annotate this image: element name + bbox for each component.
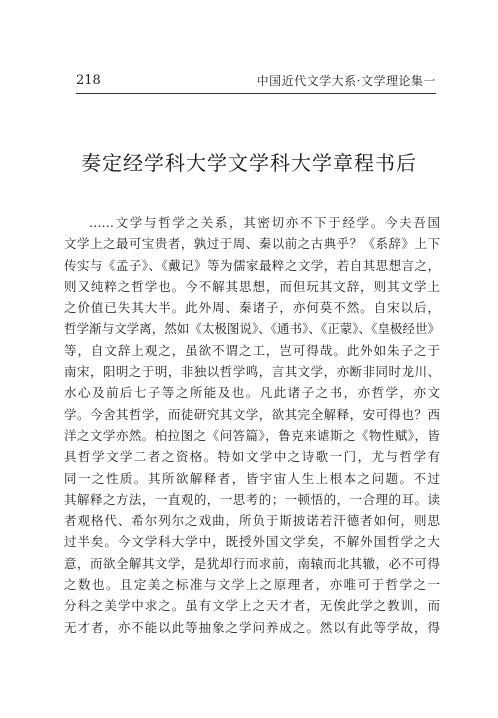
text-line: 其解释之方法，一直观的，一思考的；一顿悟的，一合理的耳。读 — [64, 491, 440, 507]
text-line: 意，而欲全解其文学，是犹却行而求前，南辕而北其辙，必不可得 — [64, 555, 440, 571]
text-line: 等，自文辞上观之，虽欲不谓之工，岂可得哉。此外如朱子之于 — [64, 342, 440, 358]
text-line: 洋之文学亦然。柏拉图之《问答篇》，鲁克来谑斯之《物性赋》，皆 — [64, 427, 440, 443]
body-text — [64, 212, 440, 638]
page-number: 218 — [76, 73, 101, 88]
header-rule — [76, 93, 436, 94]
text-line: 传实与《孟子》、《戴记》等为儒家最粹之文学，若自其思想言之， — [64, 257, 440, 273]
text-line: 过半矣。今文学科大学中，既授外国文学矣，不解外国哲学之大 — [64, 534, 440, 550]
text-line: 之数也。且定美之标准与文学上之原理者，亦唯可于哲学之一 — [64, 577, 440, 593]
text-line: 水心及前后七子等之所能及也。凡此诸子之书，亦哲学，亦文 — [64, 385, 440, 401]
text-line: 之价值已失其大半。此外周、秦诸子，亦何莫不然。自宋以后， — [64, 300, 440, 316]
text-line: 无才者，亦不能以此等抽象之学问养成之。然以有此等学故，得 — [64, 619, 440, 635]
text-line: 者观格代、希尔列尔之戏曲，所负于斯披诺若汗德者如何，则思 — [64, 513, 440, 529]
text-line: 同一之性质。其所欲解释者，皆宇宙人生上根本之问题。不过 — [64, 470, 440, 486]
text-line: 哲学渐与文学离，然如《太极图说》、《通书》、《正蒙》、《皇极经世》 — [64, 321, 440, 337]
page-header — [76, 73, 436, 93]
text-line: 具哲学文学二者之资格。特如文学中之诗歌一门，尤与哲学有 — [64, 449, 440, 465]
text-line: ……文学与哲学之关系，其密切亦不下于经学。今夫吾国 — [89, 215, 440, 230]
text-line: 文学上之最可宝贵者，孰过于周、秦以前之古典乎？《系辞》上下 — [64, 236, 440, 252]
text-line: 分科之美学中求之。虽有文学上之天才者，无俟此学之教训，而 — [64, 598, 440, 614]
text-line: 南宋，阳明之于明，非独以哲学鸣，言其文学，亦断非同时龙川、 — [64, 364, 440, 380]
article-title: 奏定经学科大学文学科大学章程书后 — [81, 151, 417, 175]
text-line: 则又纯粹之哲学也。今不解其思想，而但玩其文辞，则其文学上 — [64, 278, 440, 294]
text-line: 学。今舍其哲学，而徒研究其文学，欲其完全解释，安可得也？西 — [64, 406, 440, 422]
running-title: 中国近代文学大系·文学理论集一 — [256, 74, 436, 88]
